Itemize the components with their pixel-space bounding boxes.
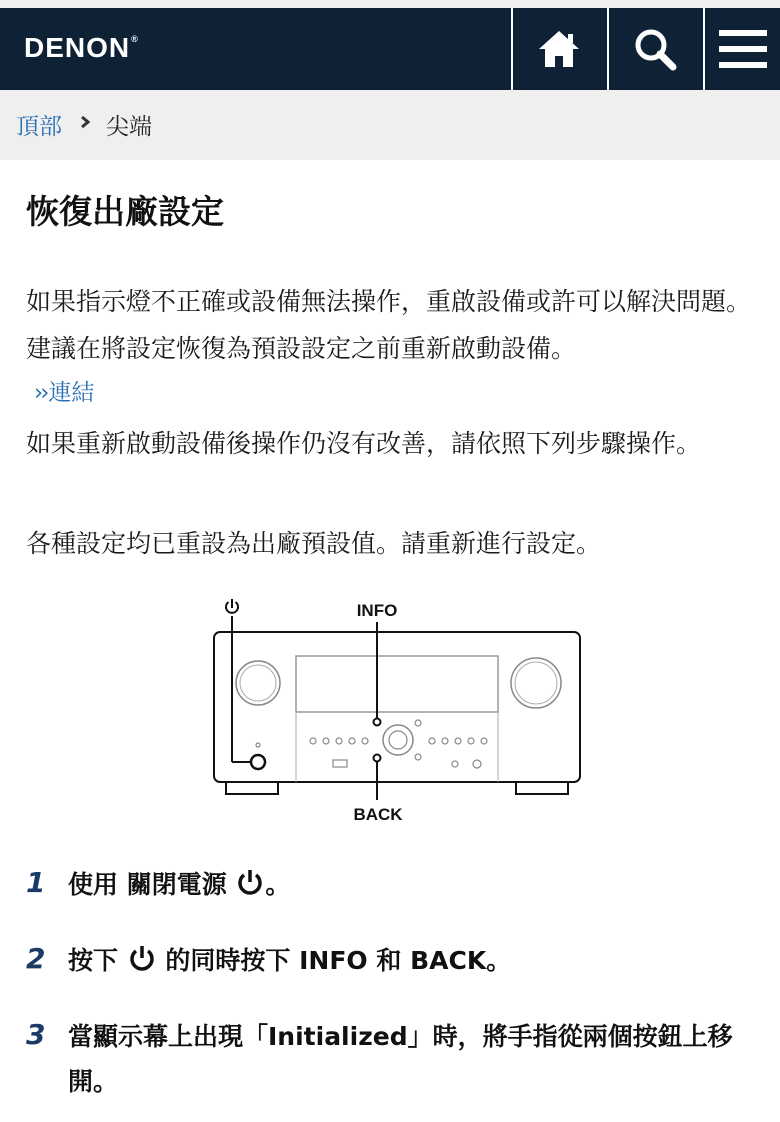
label-back: BACK (353, 805, 403, 824)
page-title: 恢復出廠設定 (26, 192, 224, 231)
step-text: 使用 關閉電源 。 (68, 862, 758, 907)
home-button[interactable] (511, 8, 605, 90)
link-label: 連結 (48, 380, 95, 406)
menu-button[interactable] (703, 8, 780, 90)
power-icon (226, 599, 238, 613)
menu-icon (719, 29, 767, 69)
power-icon (127, 943, 157, 975)
step-number: 2 (26, 942, 46, 975)
step-text: 當顯示幕上出現「Initialized」時，將手指從兩個按鈕上移開。 (68, 1022, 733, 1096)
step-number: 1 (26, 866, 46, 899)
search-icon (633, 27, 677, 71)
site-header (0, 8, 780, 90)
breadcrumb-home-link[interactable]: 頂部 (16, 114, 62, 140)
breadcrumb-current: 尖端 (106, 114, 152, 140)
related-link[interactable] (34, 374, 94, 407)
restart-paragraph: 如果重新啟動設備後操作仍沒有改善，請依照下列步驟操作。 (26, 429, 702, 458)
reset-note-paragraph: 各種設定均已重設為出廠預設值。請重新進行設定。 (26, 529, 602, 558)
home-icon (537, 29, 581, 69)
double-chevron-icon: ›› (34, 380, 47, 406)
denon-logo[interactable]: DENON® (24, 32, 139, 63)
step-number: 3 (26, 1018, 46, 1051)
receiver-front-panel-diagram (200, 590, 590, 830)
chevron-right-icon (79, 111, 93, 133)
top-strip (0, 0, 780, 8)
power-icon (235, 867, 265, 899)
step-text: 按下 的同時按下 INFO 和 BACK。 (68, 938, 758, 983)
label-info: INFO (356, 601, 398, 620)
search-button[interactable] (607, 8, 701, 90)
intro-paragraph: 如果指示燈不正確或設備無法操作，重啟設備或許可以解決問題。建議在將設定恢復為預設設定之前重新啟動設備。 (26, 287, 752, 363)
